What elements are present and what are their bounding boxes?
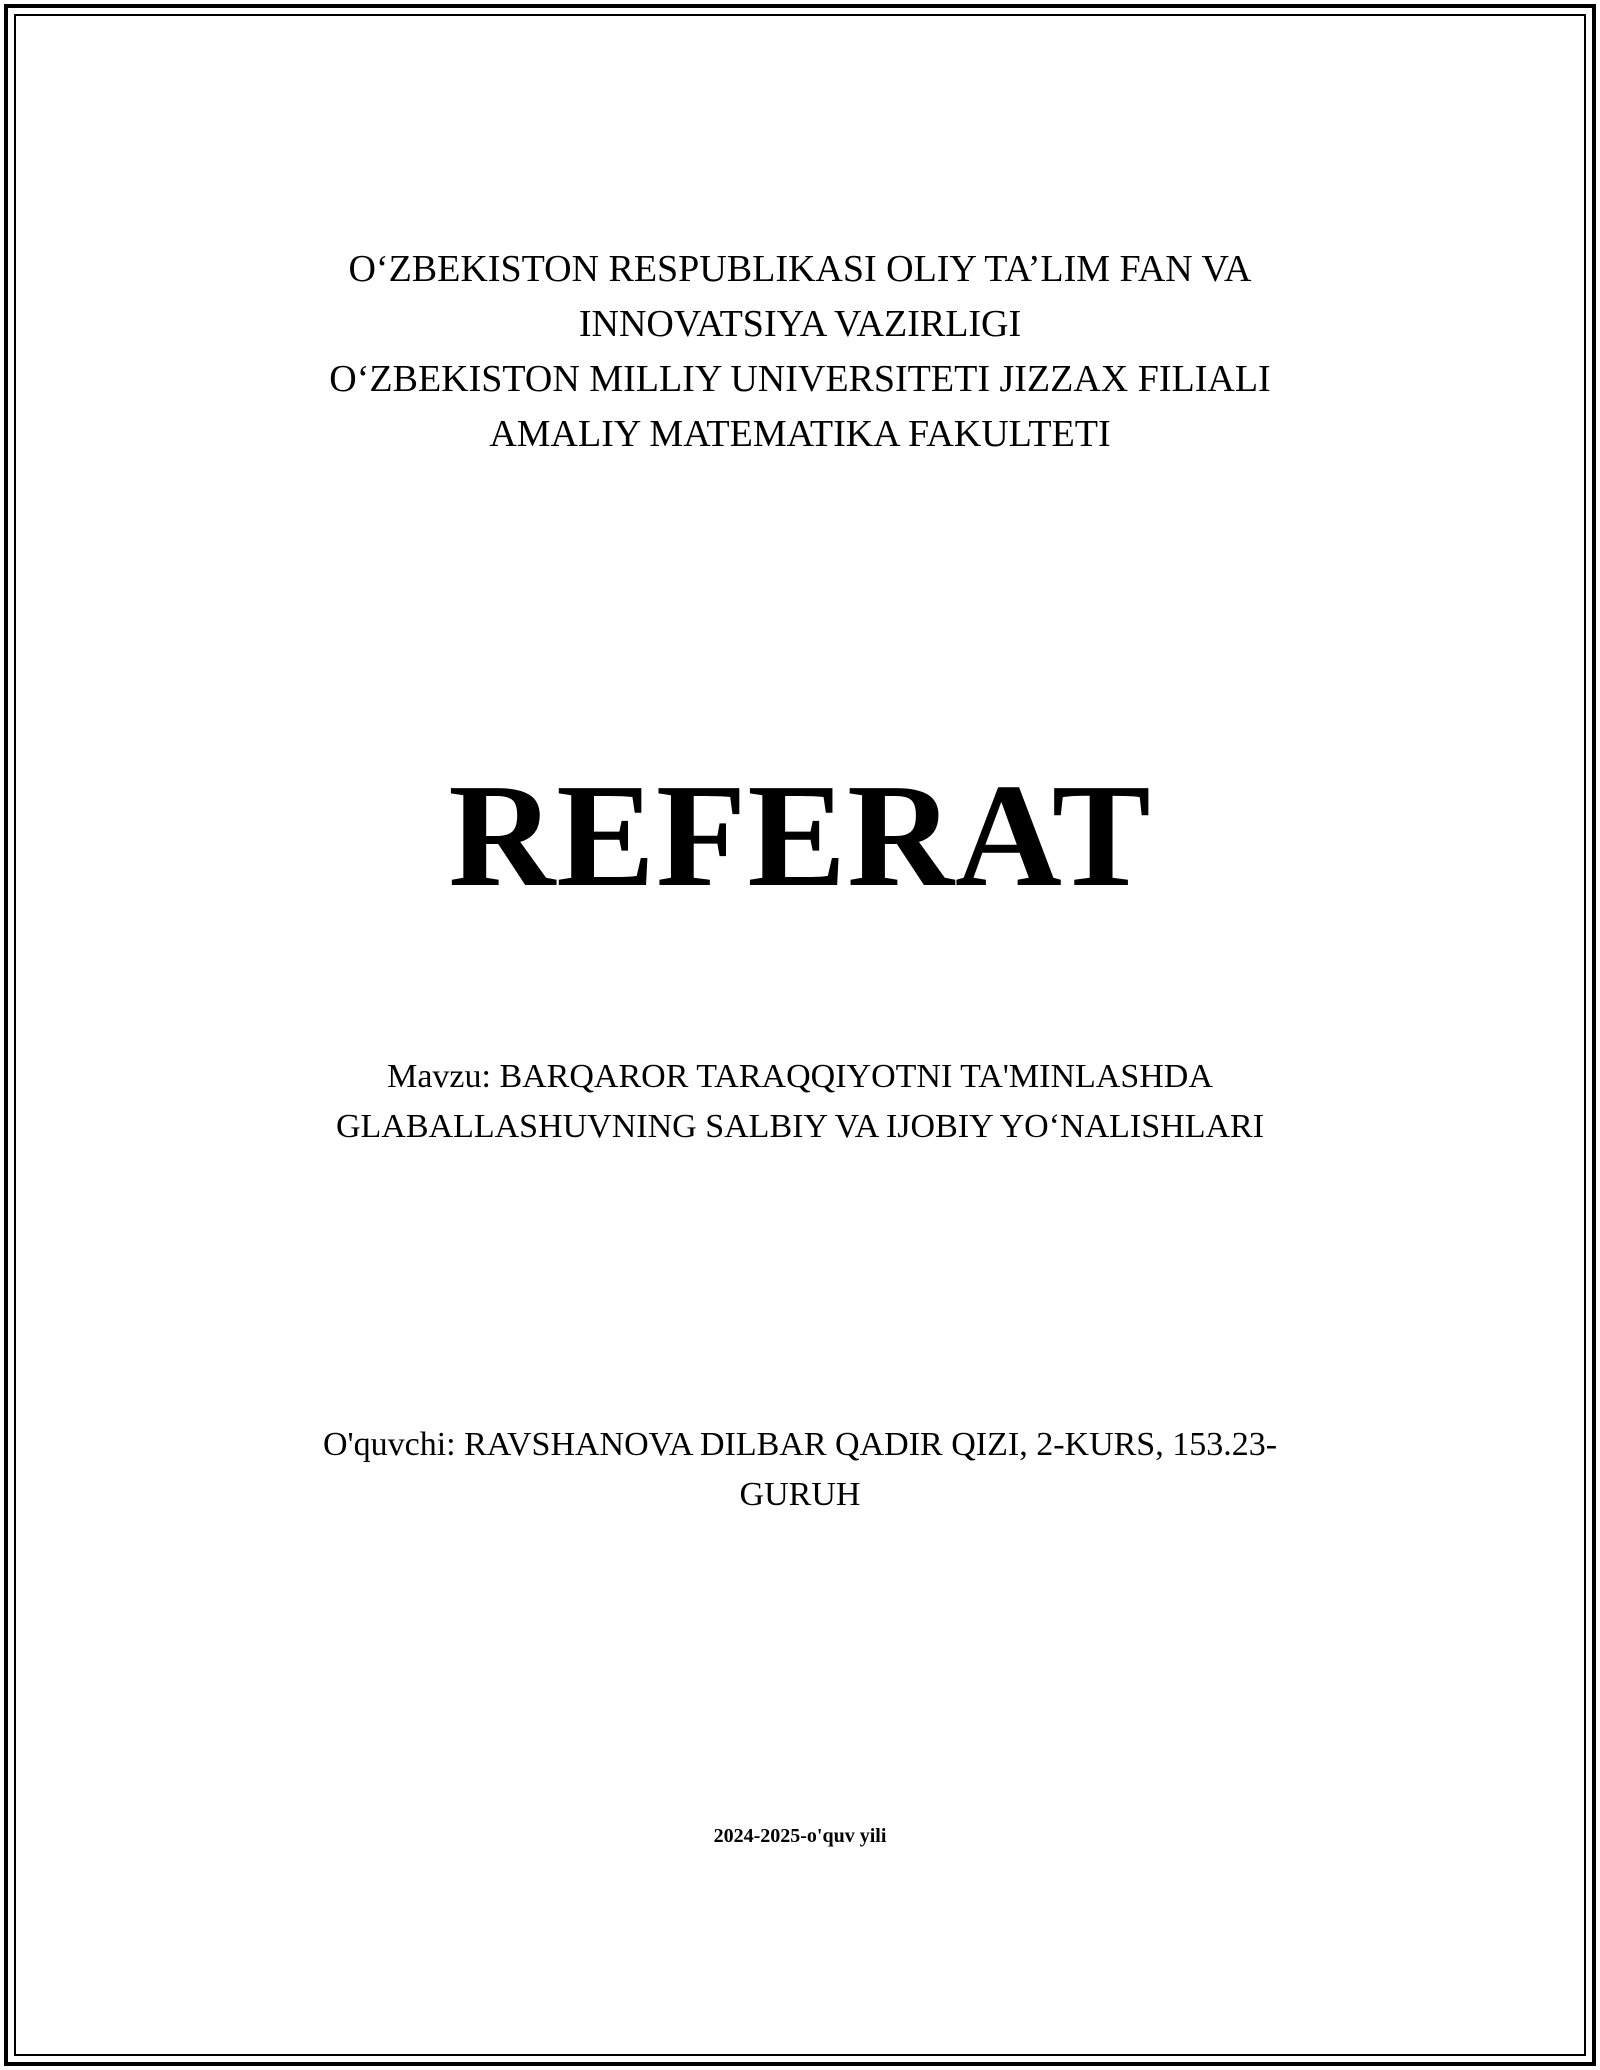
topic-section [0,1052,1600,1152]
institution-header [0,242,1600,462]
header-line-ministry: O‘ZBEKISTON RESPUBLIKASI OLIY TA’LIM FAN VA [348,248,1252,290]
academic-year: 2024-2025-o'quv yili [713,1825,887,1847]
header-line-university: O‘ZBEKISTON MILLIY UNIVERSITETI JIZZAX FILIALI [329,358,1271,400]
header-line-ministry-cont: INNOVATSIYA VAZIRLIGI [578,303,1022,345]
header-line-faculty: AMALIY MATEMATIKA FAKULTETI [489,413,1111,455]
document-title: REFERAT [448,754,1152,918]
student-line-2: GURUH [739,1476,861,1513]
student-line-1: O'quvchi: RAVSHANOVA DILBAR QADIR QIZI, 2-KURS, 153.23- [322,1426,1278,1463]
topic-line-2: GLABALLASHUVNING SALBIY VA IJOBIY YO‘NALISHLARI [335,1108,1265,1145]
topic-line-1: Mavzu: BARQAROR TARAQQIYOTNI TA'MINLASHDA [387,1058,1213,1095]
student-section [0,1420,1600,1520]
